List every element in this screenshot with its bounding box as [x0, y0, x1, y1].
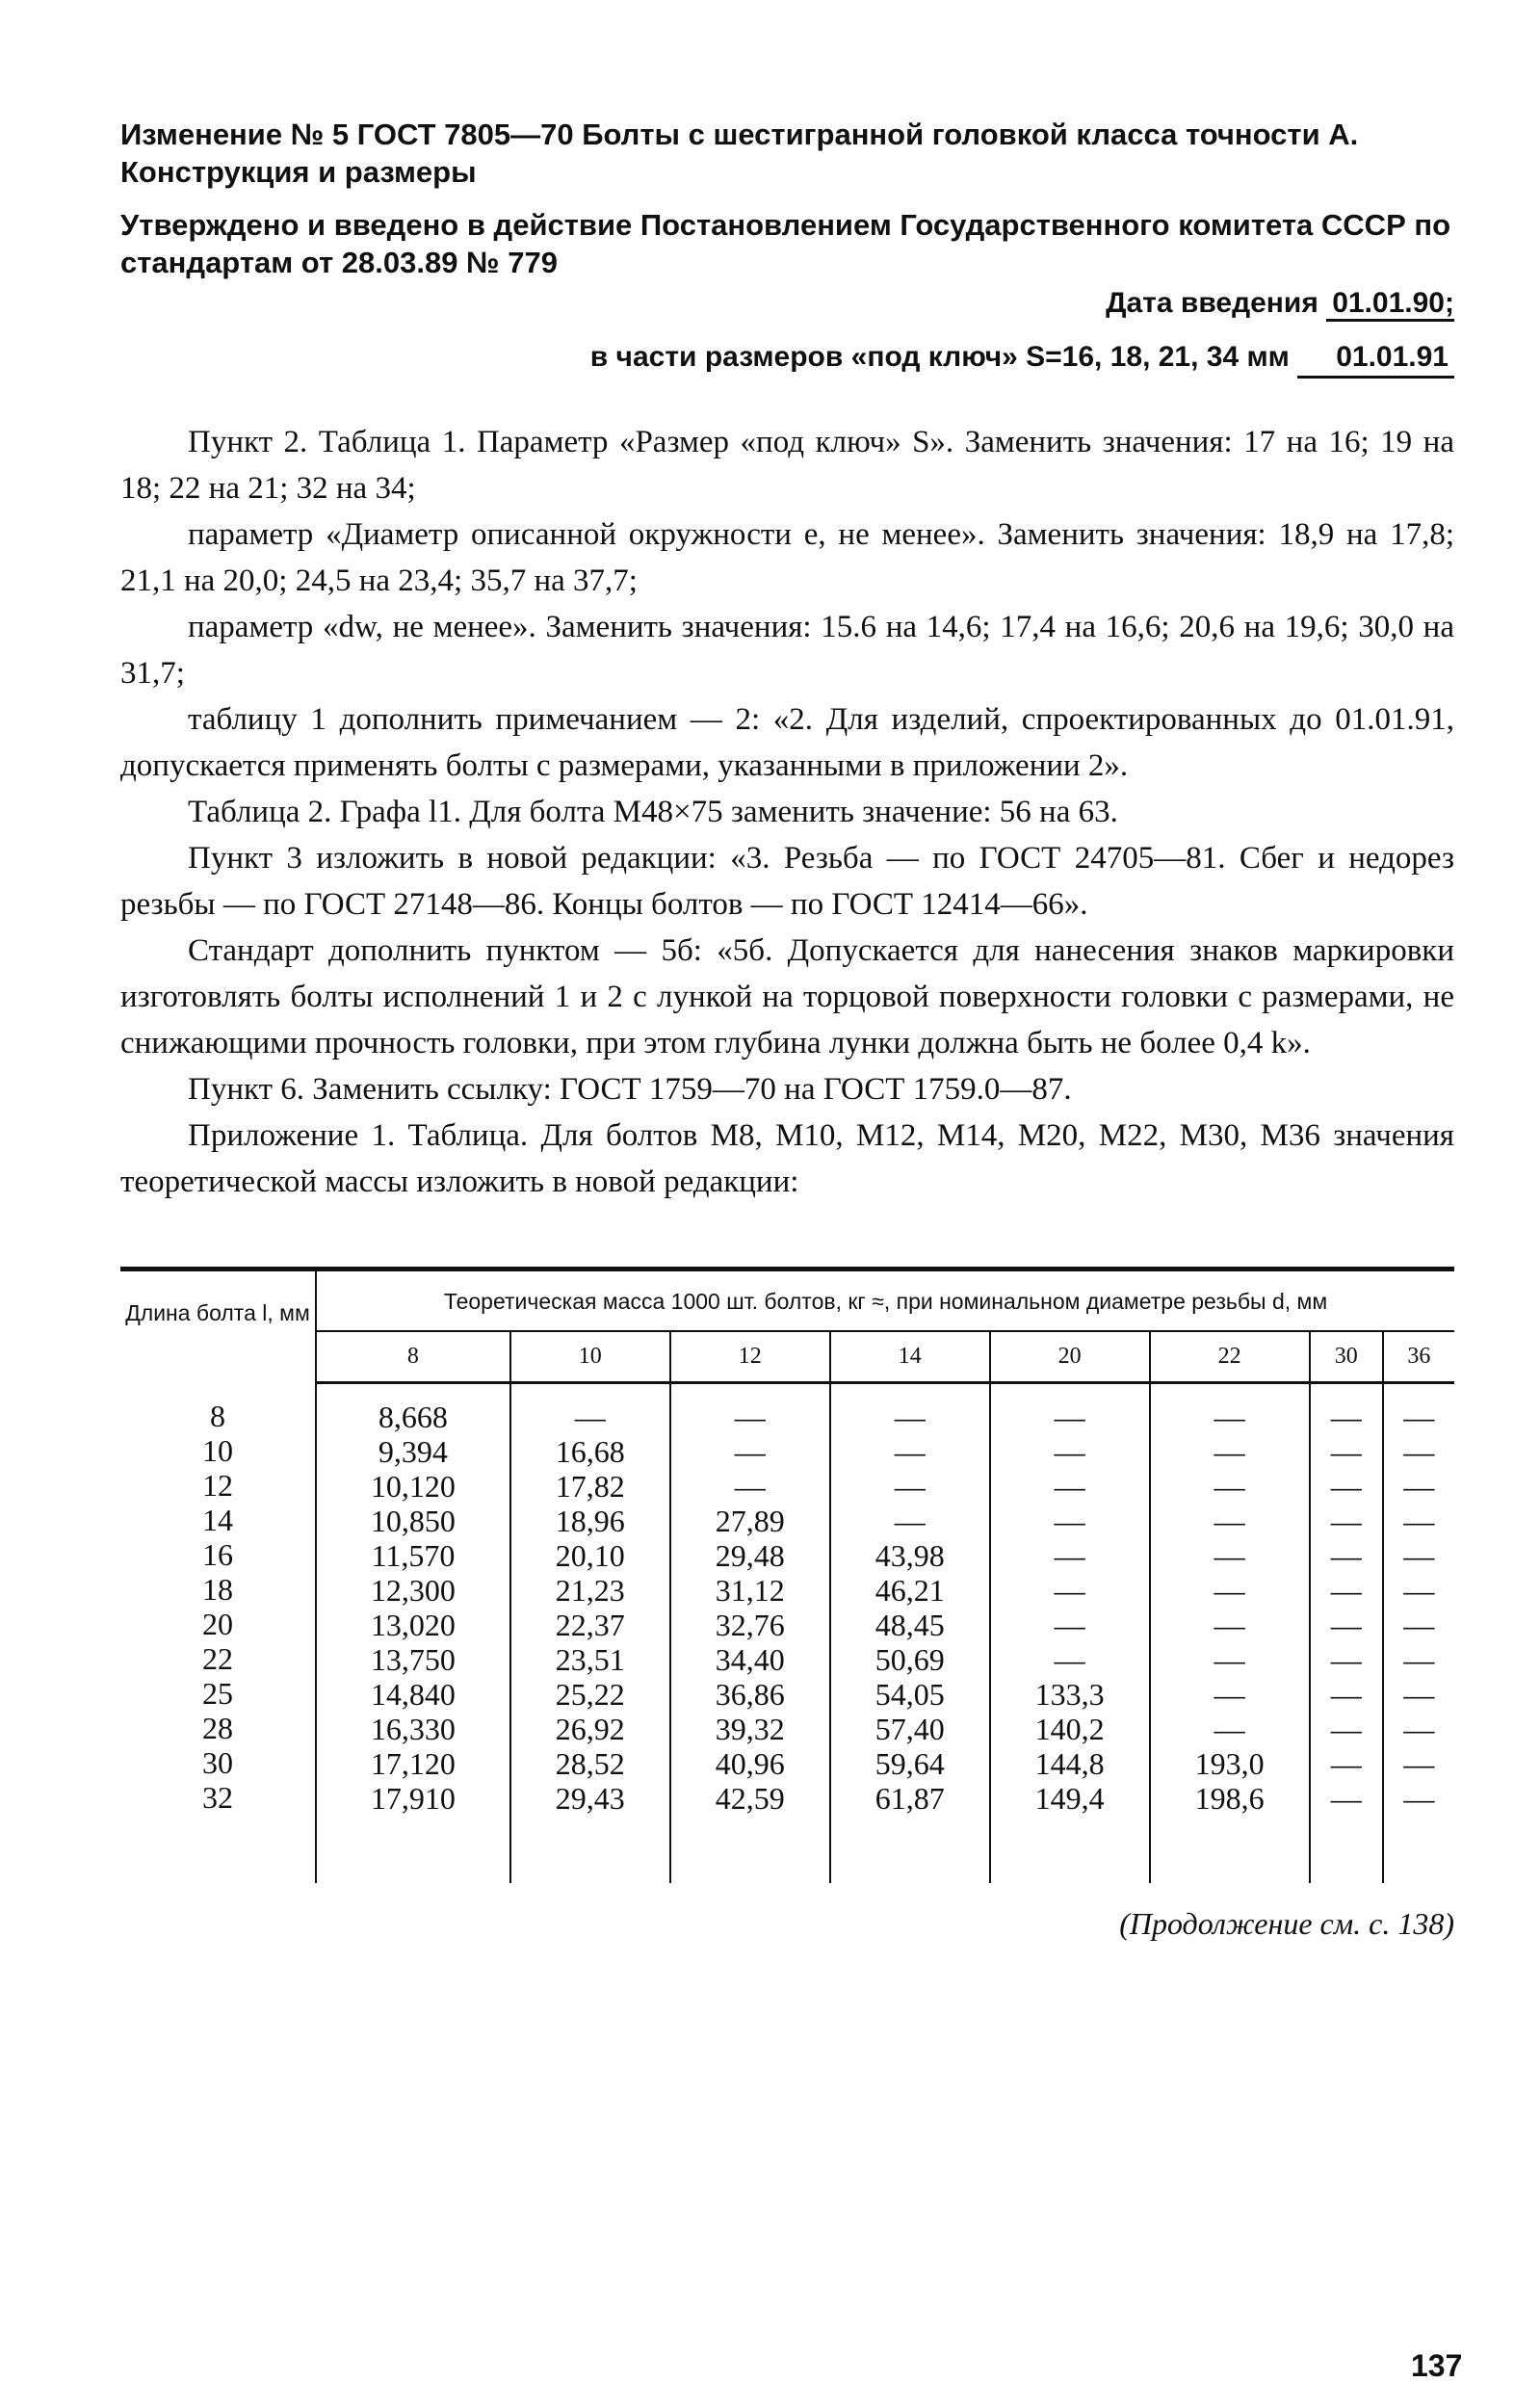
mass-value: 42,59 — [715, 1781, 785, 1816]
mass-value: 54,05 — [874, 1677, 945, 1712]
amendment-paragraph: Стандарт дополнить пунктом — 5б: «5б. Допускается для нанесения знаков маркировки изготовлять болты исполнений 1 и 2 с лункой на торцовой поверхности головки с размерами, не снижающими прочность головки, при этом глубина лунки должна быть не более 0,4 k». — [120, 933, 1454, 1060]
mass-value: — — [1214, 1712, 1245, 1746]
mass-value: — — [1403, 1469, 1435, 1504]
mass-value: 32,76 — [715, 1608, 785, 1642]
diameter-header: 10 — [510, 1331, 670, 1383]
mass-value: — — [1330, 1746, 1362, 1781]
mass-value: 23,51 — [555, 1642, 625, 1677]
diameter-header: 20 — [990, 1331, 1150, 1383]
mass-column — [1383, 1383, 1454, 1884]
page-number: 137 — [1411, 2348, 1463, 2383]
mass-value: — — [894, 1469, 926, 1504]
mass-value: — — [1330, 1538, 1362, 1573]
mass-value: 17,910 — [370, 1781, 456, 1816]
document-title: Изменение № 5 ГОСТ 7805—70 Болты с шестигранной головкой класса точности А. Конструкция и размеры — [120, 118, 1359, 189]
mass-value: 59,64 — [874, 1746, 945, 1781]
mass-column — [1150, 1383, 1310, 1884]
mass-value: — — [894, 1504, 926, 1538]
length-value: 22 — [202, 1640, 233, 1676]
mass-value: — — [1330, 1469, 1362, 1504]
mass-value: 43,98 — [874, 1538, 945, 1573]
mass-value: — — [734, 1469, 766, 1504]
mass-value: — — [1214, 1538, 1245, 1573]
mass-value: — — [1403, 1677, 1435, 1712]
length-value: 10 — [202, 1432, 233, 1468]
length-value: 32 — [202, 1779, 233, 1815]
approval-statement: Утверждено и введено в действие Постановлением Государственного комитета СССР по стандартам от 28.03.89 № 779 — [120, 208, 1451, 279]
mass-value: 61,87 — [874, 1781, 945, 1816]
length-value: 16 — [202, 1536, 233, 1572]
mass-value: — — [1054, 1573, 1085, 1608]
mass-value: 12,300 — [370, 1573, 456, 1608]
amendment-paragraph: Таблица 2. Графа l1. Для болта M48×75 заменить значение: 56 на 63. — [188, 795, 1118, 829]
mass-value: 50,69 — [874, 1642, 945, 1677]
amendment-paragraph: Пункт 3 изложить в новой редакции: «3. Резьба — по ГОСТ 24705—81. Сбег и недорез резьбы — по ГОСТ 27148—86. Концы болтов — по ГОСТ 12414—66». — [120, 841, 1454, 922]
mass-value: 140,2 — [1034, 1712, 1105, 1746]
mass-value: — — [1403, 1746, 1435, 1781]
mass-value: — — [1054, 1608, 1085, 1642]
mass-value: 9,394 — [378, 1434, 448, 1469]
diameter-header-row — [120, 1331, 1454, 1383]
mass-value: 149,4 — [1034, 1781, 1105, 1816]
continuation-note: (Продолжение см. с. 138) — [1119, 1906, 1454, 1941]
mass-value: 14,840 — [370, 1677, 456, 1712]
mass-value: 25,22 — [555, 1677, 625, 1712]
mass-value: — — [1403, 1712, 1435, 1746]
mass-column — [990, 1383, 1150, 1884]
diameter-header: 22 — [1150, 1331, 1310, 1383]
mass-value: — — [1403, 1642, 1435, 1677]
mass-value: 48,45 — [874, 1608, 945, 1642]
mass-value: 27,89 — [715, 1504, 785, 1538]
partial-date-label: в части размеров «под ключ» S=16, 18, 21, 34 мм — [589, 341, 1290, 373]
diameter-header: 12 — [670, 1331, 830, 1383]
mass-value: 40,96 — [715, 1746, 785, 1781]
mass-value: — — [1214, 1608, 1245, 1642]
mass-value: — — [1214, 1469, 1245, 1504]
mass-value: 11,570 — [371, 1538, 456, 1573]
mass-value: — — [1330, 1712, 1362, 1746]
mass-value: 10,850 — [370, 1504, 456, 1538]
mass-value: 31,12 — [715, 1573, 785, 1608]
mass-value: — — [1403, 1400, 1435, 1434]
amendment-paragraph: параметр «dw, не менее». Заменить значения: 15.6 на 14,6; 17,4 на 16,6; 20,6 на 19,6; 30,0 на 31,7; — [120, 610, 1454, 691]
mass-value: 144,8 — [1034, 1746, 1105, 1781]
mass-value: — — [1054, 1642, 1085, 1677]
mass-value: 20,10 — [555, 1538, 625, 1573]
amendment-paragraph: таблицу 1 дополнить примечанием — 2: «2. Для изделий, спроектированных до 01.01.91, допускается применять болты с размерами, указанными в приложении 2». — [120, 702, 1454, 783]
mass-value: — — [894, 1434, 926, 1469]
length-value: 28 — [202, 1710, 233, 1745]
mass-value: 133,3 — [1034, 1677, 1105, 1712]
mass-value: — — [1330, 1573, 1362, 1608]
mass-value: 34,40 — [715, 1642, 785, 1677]
mass-value: 198,6 — [1194, 1781, 1265, 1816]
mass-value: 21,23 — [555, 1573, 625, 1608]
length-header: Длина болта l, мм — [120, 1269, 316, 1383]
mass-table-section — [120, 1267, 1454, 1883]
mass-value: 13,020 — [370, 1608, 456, 1642]
mass-value: — — [1054, 1400, 1085, 1434]
effective-date-value: 01.01.90; — [1326, 287, 1454, 322]
mass-value: — — [1214, 1677, 1245, 1712]
mass-value: 18,96 — [555, 1504, 625, 1538]
length-value: 20 — [202, 1606, 233, 1641]
partial-date-value: 01.01.91 — [1297, 339, 1454, 379]
mass-column — [1310, 1383, 1383, 1884]
table-data-row — [120, 1383, 1454, 1884]
mass-value: — — [1330, 1608, 1362, 1642]
mass-value: — — [1214, 1504, 1245, 1538]
mass-value: — — [1214, 1573, 1245, 1608]
length-value: 25 — [202, 1675, 233, 1711]
mass-group-header: Теоретическая масса 1000 шт. болтов, кг ≈, при номинальном диаметре резьбы d, мм — [316, 1269, 1454, 1332]
mass-value: 193,0 — [1194, 1746, 1265, 1781]
length-value: 14 — [202, 1502, 233, 1537]
mass-column — [316, 1383, 510, 1884]
amendment-paragraph: параметр «Диаметр описанной окружности e, не менее». Заменить значения: 18,9 на 17,8; 21,1 на 20,0; 24,5 на 23,4; 35,7 на 37,7; — [120, 517, 1454, 598]
mass-value: 29,43 — [555, 1781, 625, 1816]
mass-value: 17,82 — [555, 1469, 625, 1504]
mass-value: — — [894, 1400, 926, 1434]
mass-value: — — [1403, 1434, 1435, 1469]
mass-value: — — [1330, 1504, 1362, 1538]
amendment-paragraph: Приложение 1. Таблица. Для болтов M8, M10, M12, M14, M20, M22, M30, M36 значения теоретической массы изложить в новой редакции: — [120, 1118, 1454, 1199]
mass-value: — — [1054, 1538, 1085, 1573]
amendment-text — [120, 419, 1454, 1205]
mass-value: — — [1054, 1469, 1085, 1504]
mass-value: — — [1330, 1677, 1362, 1712]
mass-value: 13,750 — [370, 1642, 456, 1677]
amendment-paragraph: Пункт 2. Таблица 1. Параметр «Размер «под ключ» S». Заменить значения: 17 на 16; 19 на 18; 22 на 21; 32 на 34; — [120, 425, 1454, 506]
length-value: 18 — [202, 1571, 233, 1607]
mass-column — [510, 1383, 670, 1884]
diameter-header: 36 — [1383, 1331, 1454, 1383]
mass-value: 8,668 — [378, 1400, 448, 1434]
mass-value: — — [1054, 1434, 1085, 1469]
mass-value: — — [1330, 1642, 1362, 1677]
mass-value: — — [1330, 1781, 1362, 1816]
mass-value: 26,92 — [555, 1712, 625, 1746]
mass-value: — — [1403, 1538, 1435, 1573]
effective-date-label: Дата введения — [1106, 287, 1318, 319]
mass-value: — — [734, 1434, 766, 1469]
mass-value: 16,330 — [370, 1712, 456, 1746]
mass-value: — — [734, 1400, 766, 1434]
diameter-header: 30 — [1310, 1331, 1383, 1383]
mass-value: 29,48 — [715, 1538, 785, 1573]
mass-value: — — [1403, 1504, 1435, 1538]
mass-value: — — [1214, 1400, 1245, 1434]
mass-value: 17,120 — [370, 1746, 456, 1781]
mass-value: 39,32 — [715, 1712, 785, 1746]
mass-value: — — [1403, 1573, 1435, 1608]
length-value: 12 — [202, 1467, 233, 1503]
mass-value: — — [1403, 1781, 1435, 1816]
mass-value: — — [1214, 1642, 1245, 1677]
mass-value: — — [574, 1400, 606, 1434]
diameter-header: 14 — [830, 1331, 990, 1383]
mass-column — [670, 1383, 830, 1884]
mass-value: 16,68 — [555, 1434, 625, 1469]
length-column — [120, 1383, 316, 1884]
length-value: 30 — [202, 1744, 233, 1780]
mass-value: 22,37 — [555, 1608, 625, 1642]
diameter-header: 8 — [316, 1331, 510, 1383]
mass-value: — — [1214, 1434, 1245, 1469]
partial-date-line — [120, 339, 1454, 379]
length-value: 8 — [210, 1398, 225, 1433]
mass-value: — — [1330, 1400, 1362, 1434]
effective-date-line — [120, 285, 1454, 322]
document-page — [120, 116, 1454, 1942]
mass-value: 28,52 — [555, 1746, 625, 1781]
mass-value: — — [1403, 1608, 1435, 1642]
mass-table — [120, 1267, 1454, 1883]
mass-value: 57,40 — [874, 1712, 945, 1746]
mass-value: 36,86 — [715, 1677, 785, 1712]
mass-value: — — [1330, 1434, 1362, 1469]
mass-value: 46,21 — [874, 1573, 945, 1608]
mass-value: 10,120 — [370, 1469, 456, 1504]
mass-column — [830, 1383, 990, 1884]
mass-value: — — [1054, 1504, 1085, 1538]
amendment-paragraph: Пункт 6. Заменить ссылку: ГОСТ 1759—70 на ГОСТ 1759.0—87. — [188, 1072, 1072, 1107]
